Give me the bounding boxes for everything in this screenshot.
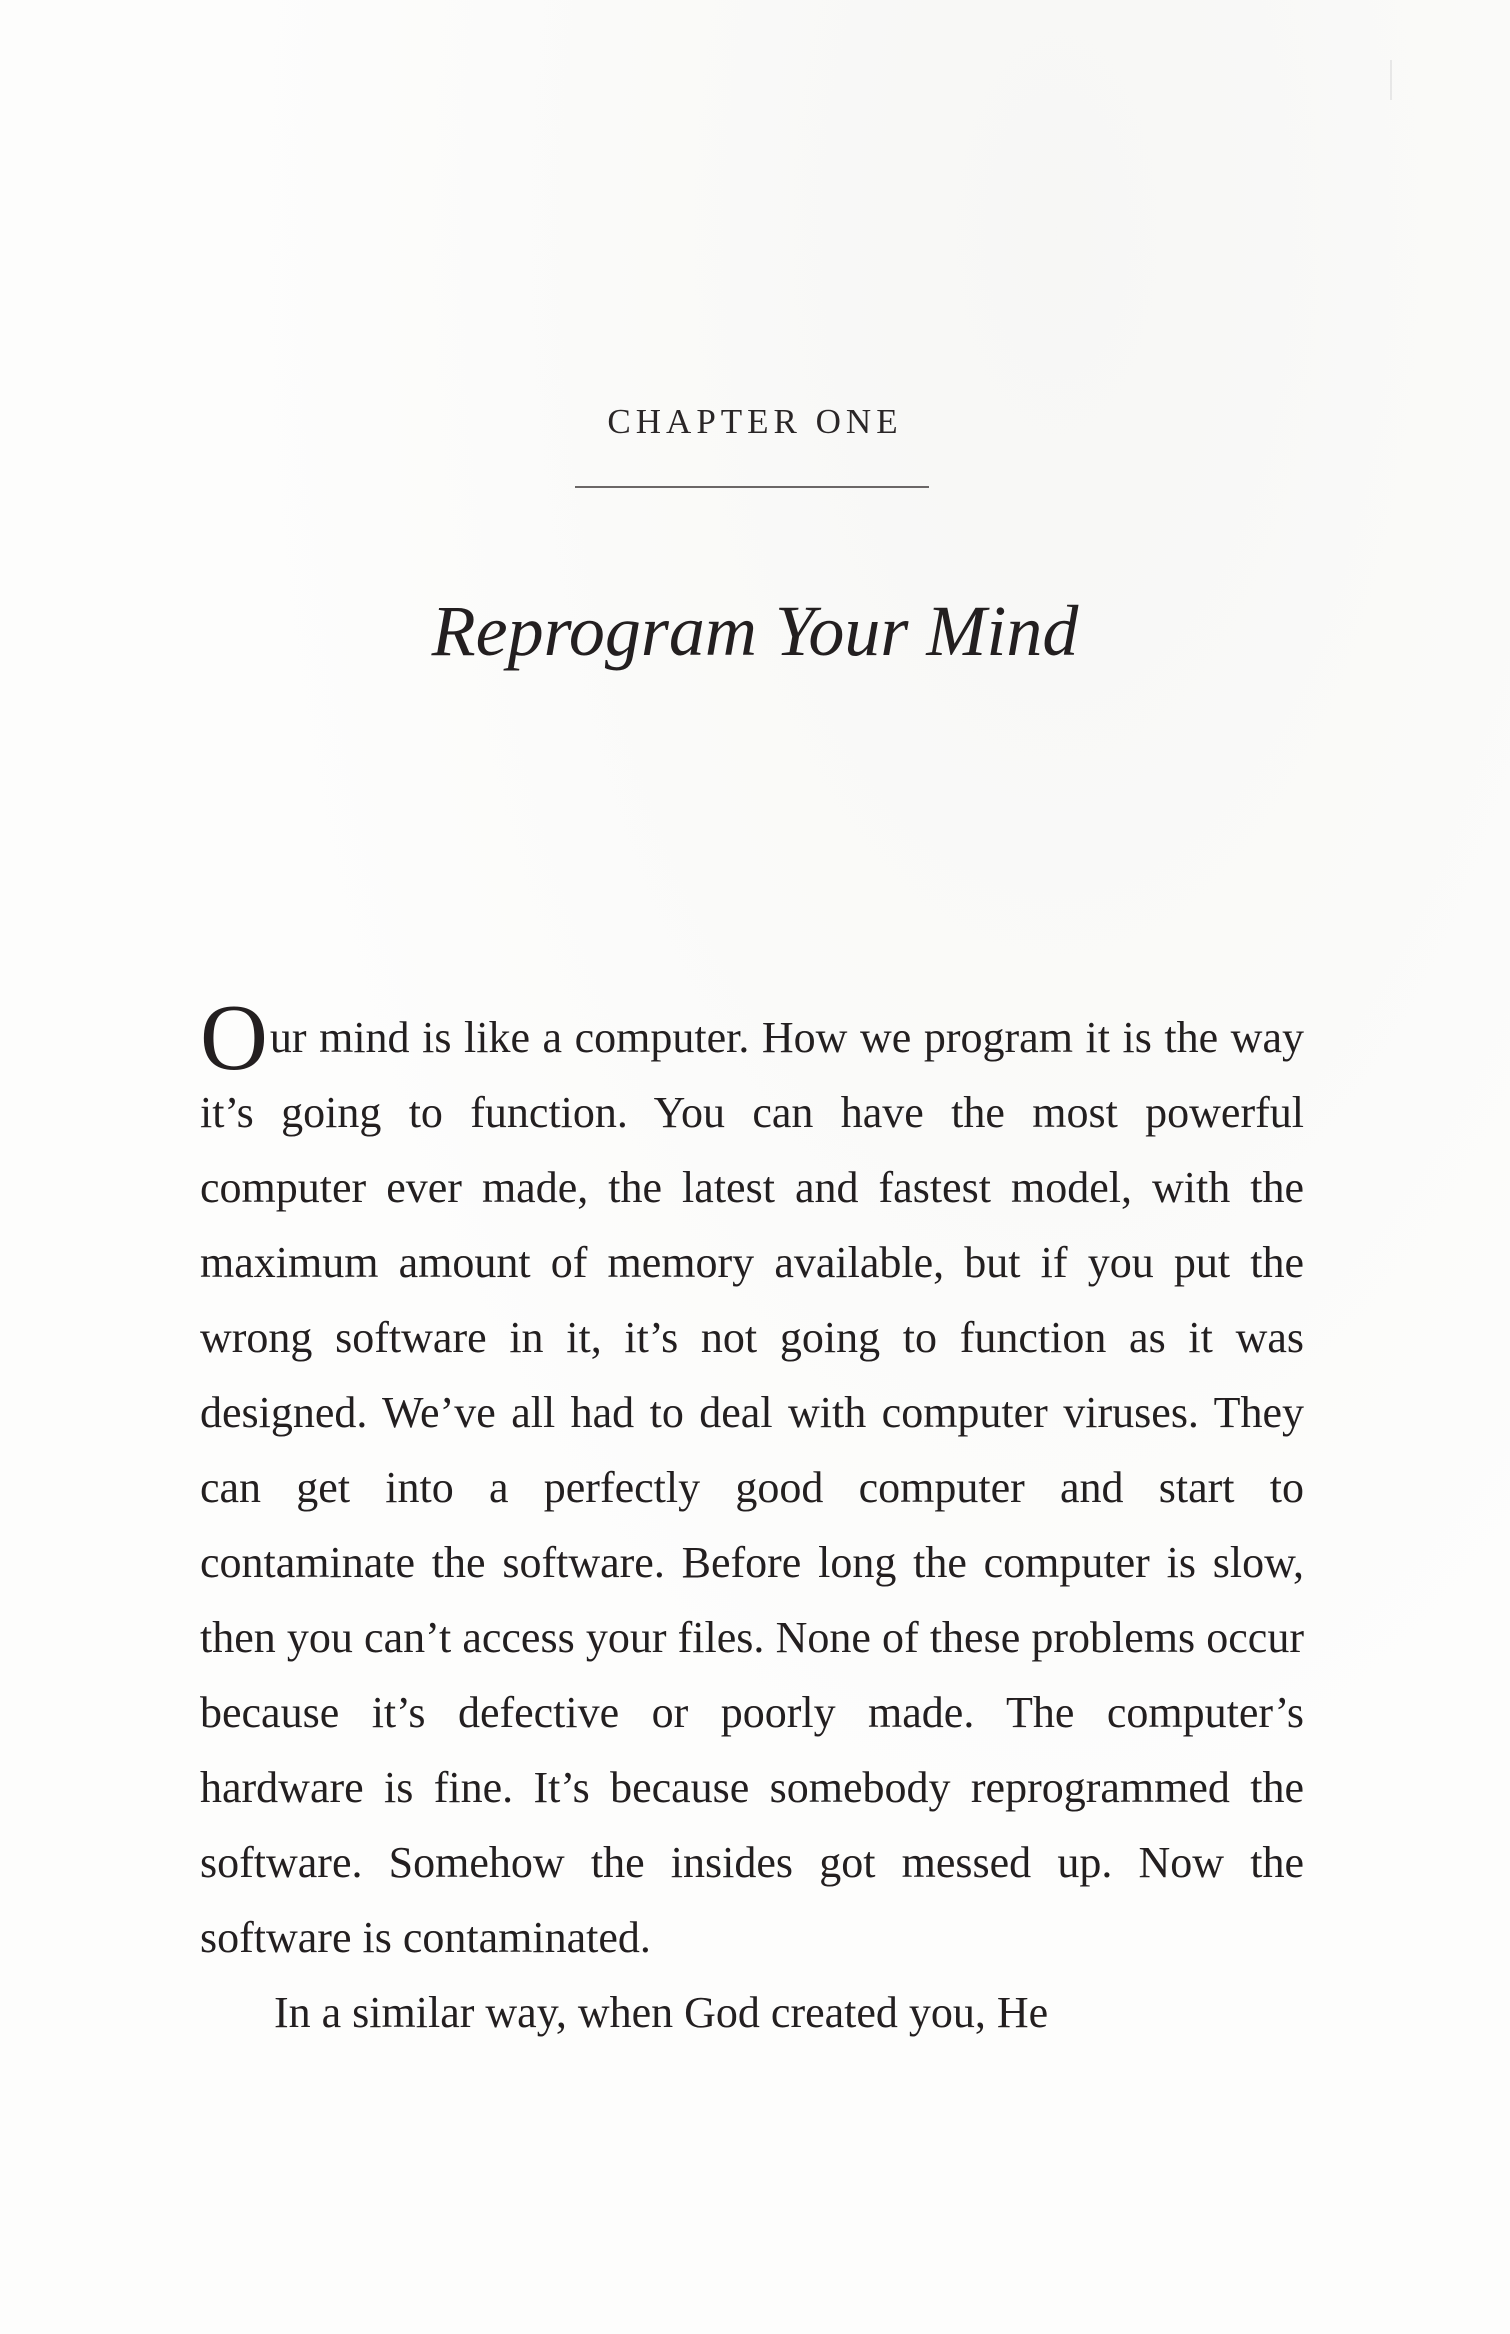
chapter-divider-rule (575, 486, 929, 488)
paragraph-1-text: ur mind is like a computer. How we program it is the way it’s going to function. You can have the most powerful computer ever made, the latest and fastest model, with the maximum amount of memory available, but if you put the wrong software in it, it’s not going to function as it was designed. We’ve all had to deal with computer viruses. They can get into a perfectly good computer and start to contaminate the software. Before long the computer is slow, then you can’t access your files. None of these problems occur because it’s defective or poorly made. The computer’s hardware is fine. It’s because somebody reprogrammed the software. Somehow the insides got messed up. Now the software is contaminated. (200, 1013, 1304, 1962)
drop-cap: O (200, 986, 268, 1090)
paragraph-2: In a similar way, when God created you, He (274, 1988, 1049, 2037)
chapter-title: Reprogram Your Mind (431, 591, 1079, 671)
body-text (200, 986, 1304, 2050)
scan-artifact (1390, 60, 1392, 100)
chapter-number-label: CHAPTER ONE (607, 402, 903, 441)
paragraph-1 (200, 986, 1304, 1975)
